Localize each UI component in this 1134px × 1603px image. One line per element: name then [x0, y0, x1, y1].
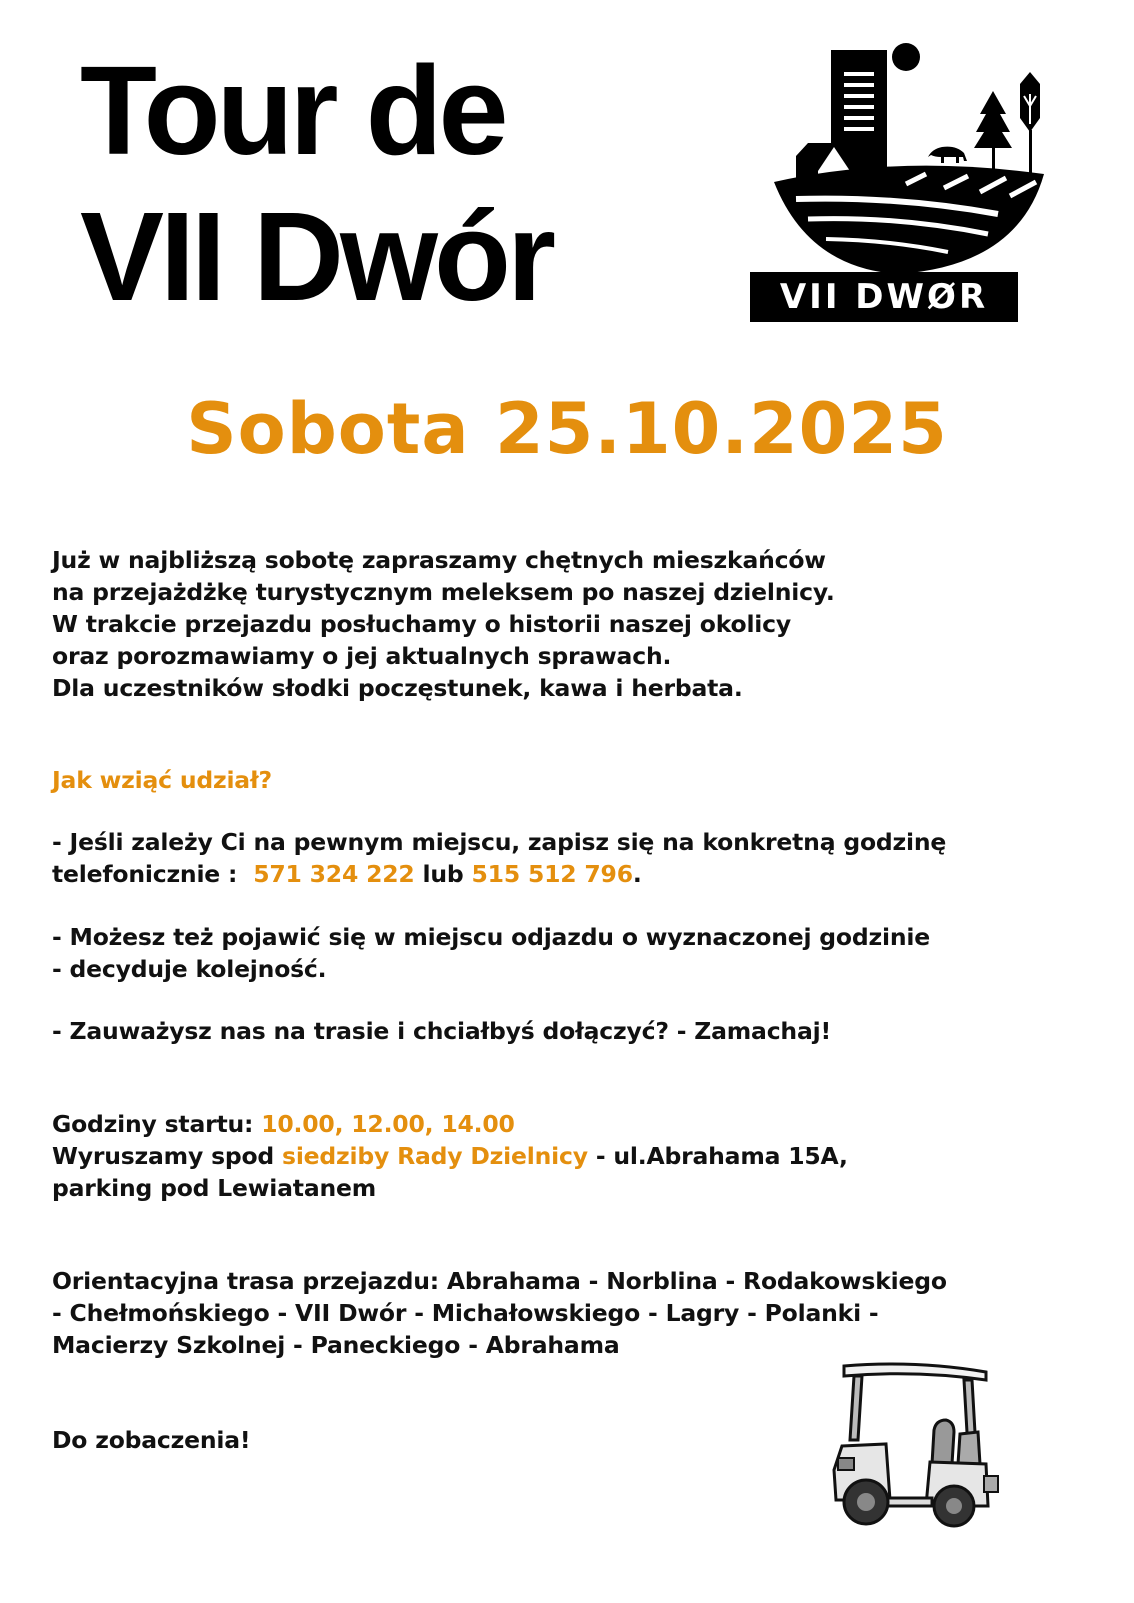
intro-line: Dla uczestników słodki poczęstunek, kawa i herbata.: [52, 674, 743, 702]
event-date: Sobota 25.10.2025: [186, 388, 948, 470]
title-line-1: Tour de: [80, 40, 505, 181]
golf-cart-icon: [826, 1360, 1026, 1530]
route-line: Macierzy Szkolnej - Paneckiego - Abrahama: [52, 1331, 620, 1359]
walkin-line-2: - decyduje kolejność.: [52, 955, 327, 983]
phone-number-2[interactable]: 515 512 796: [471, 860, 633, 888]
signup-line-1: - Jeśli zależy Ci na pewnym miejscu, zapisz się na konkretną godzinę: [52, 828, 947, 856]
departure-address: - ul.Abrahama 15A,: [587, 1142, 848, 1170]
start-times-value: 10.00, 12.00, 14.00: [261, 1110, 515, 1138]
start-times-label: Godziny startu:: [52, 1110, 262, 1138]
intro-line: oraz porozmawiamy o jej aktualnych sprawach.: [52, 642, 672, 670]
route-line: - Chełmońskiego - VII Dwór - Michałowskiego - Lagry - Polanki -: [52, 1299, 879, 1327]
signup-item: [52, 826, 946, 890]
wave-item: - Zauważysz nas na trasie i chciałbyś dołączyć? - Zamachaj!: [52, 1017, 831, 1045]
walkin-item: [52, 921, 930, 985]
phone-separator: lub: [414, 860, 472, 888]
intro-line: Już w najbliższą sobotę zapraszamy chętnych mieszkańców: [52, 546, 826, 574]
intro-paragraph: [52, 544, 835, 704]
route-line: Orientacyjna trasa przejazdu: Abrahama - Norblina - Rodakowskiego: [52, 1267, 947, 1295]
title-line-2: VII Dwór: [80, 186, 553, 327]
svg-text:VII DWØR: VII DWØR: [779, 277, 989, 317]
route-section: [52, 1265, 947, 1361]
intro-line: W trakcie przejazdu posłuchamy o historii naszej okolicy: [52, 610, 792, 638]
closing-text: Do zobaczenia!: [52, 1426, 251, 1454]
page-title: [80, 38, 552, 330]
period: .: [632, 860, 642, 888]
start-times: [52, 1108, 848, 1140]
vii-dwor-logo-icon: [748, 36, 1048, 336]
signup-line-2: [52, 858, 946, 890]
how-to-heading: Jak wziąć udział?: [52, 766, 272, 794]
departure-parking: parking pod Lewiatanem: [52, 1174, 377, 1202]
phone-number-1[interactable]: 571 324 222: [253, 860, 415, 888]
intro-line: na przejażdżkę turystycznym meleksem po naszej dzielnicy.: [52, 578, 835, 606]
phone-label: telefonicznie :: [52, 860, 254, 888]
departure-place: siedziby Rady Dzielnicy: [282, 1142, 588, 1170]
walkin-line-1: - Możesz też pojawić się w miejscu odjazdu o wyznaczonej godzinie: [52, 923, 930, 951]
schedule-section: [52, 1108, 848, 1204]
departure-line: [52, 1140, 848, 1172]
departure-prefix: Wyruszamy spod: [52, 1142, 283, 1170]
